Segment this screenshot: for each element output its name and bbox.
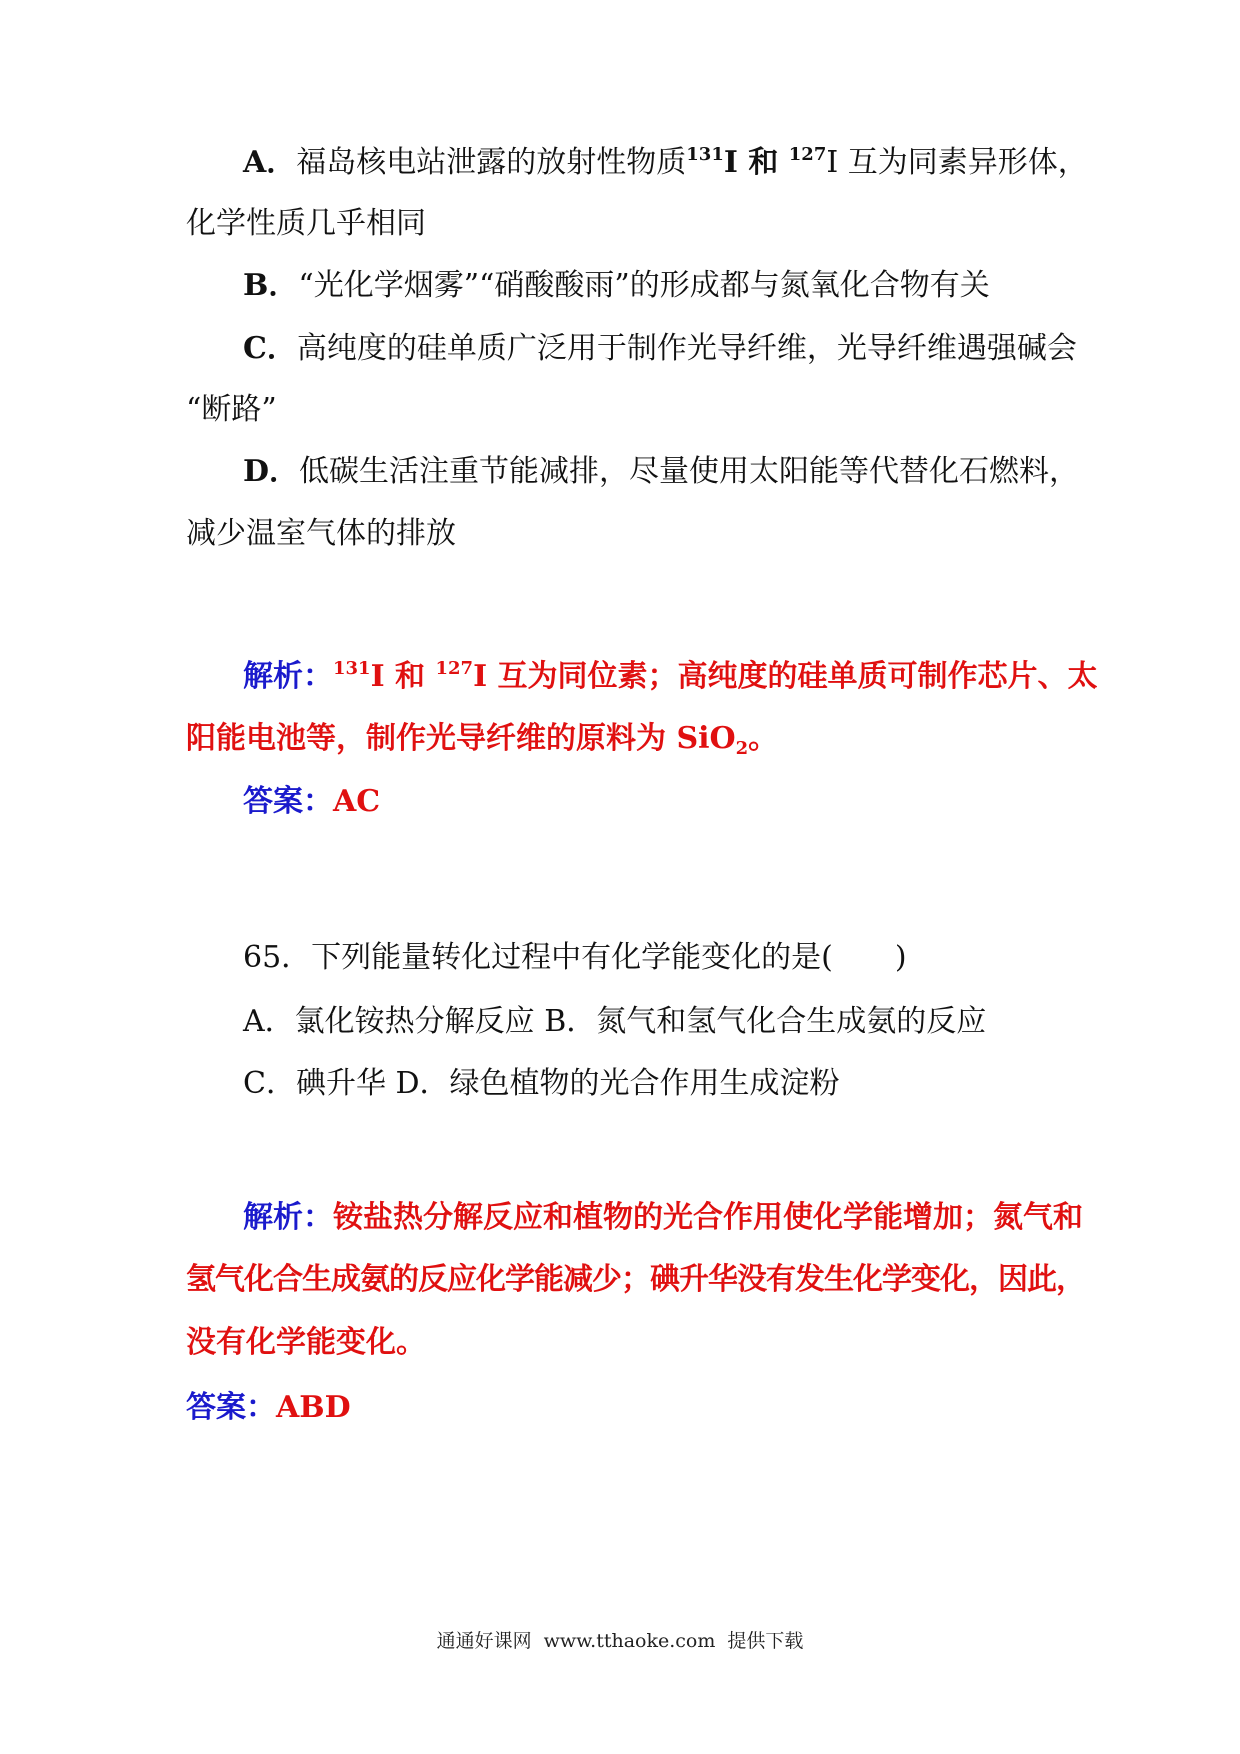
q65-answer [186, 1388, 351, 1428]
mass-number: 127 [435, 658, 474, 679]
footer [0, 1627, 1240, 1655]
footer-site-name: 通通好课网 [436, 1630, 532, 1652]
option-label: A． [243, 145, 297, 180]
option-text: I 和 [723, 145, 789, 180]
question-stem-close: ) [894, 940, 907, 975]
question-stem: 65．下列能量转化过程中有化学能变化的是( [243, 940, 833, 975]
q64-analysis-line2 [186, 719, 778, 759]
q64-option-d-line1 [243, 452, 1079, 492]
answer-label: 答案： [186, 1390, 276, 1425]
mass-number: 131 [686, 144, 724, 165]
q65-options-line2: C．碘升华 D．绿色植物的光合作用生成淀粉 [243, 1066, 840, 1101]
analysis-text: I 和 [370, 659, 436, 694]
q64-option-a-line2: 化学性质几乎相同 [186, 206, 426, 241]
q65-options-line1: A．氯化铵热分解反应 B．氮气和氢气化合生成氨的反应 [243, 1004, 987, 1039]
mass-number: 131 [333, 658, 371, 679]
q64-option-b [243, 266, 990, 306]
answer-label: 答案： [243, 784, 333, 819]
q65-analysis-line2: 氢气化合生成氨的反应化学能减少；碘升华没有发生化学变化，因此， [186, 1262, 1085, 1297]
subscript: 2 [735, 738, 749, 759]
q65-analysis-line3: 没有化学能变化。 [186, 1325, 426, 1360]
mass-number: 127 [788, 144, 827, 165]
analysis-text: 铵盐热分解反应和植物的光合作用使化学能增加；氮气和 [333, 1200, 1083, 1235]
q64-option-c-line1 [243, 329, 1077, 369]
q64-answer [243, 782, 380, 822]
footer-suffix: 提供下载 [727, 1630, 804, 1652]
option-label: B． [243, 268, 299, 303]
analysis-label: 解析： [243, 1200, 333, 1235]
option-text: 福岛核电站泄露的放射性物质 [296, 145, 687, 180]
analysis-text: 。 [748, 721, 779, 756]
option-text: 高纯度的硅单质广泛用于制作光导纤维，光导纤维遇强碱会 [296, 331, 1077, 366]
q64-option-a-line1 [243, 143, 1088, 183]
option-text: “光化学烟雾”“硝酸酸雨”的形成都与氮氧化合物有关 [298, 268, 990, 303]
q64-option-d-line2: 减少温室气体的排放 [186, 516, 456, 551]
answer-value: ABD [276, 1390, 351, 1425]
q65-stem [243, 938, 907, 978]
option-label: D． [243, 454, 300, 489]
option-text: I 互为同素异形体， [826, 145, 1088, 180]
analysis-text: I 互为同位素；高纯度的硅单质可制作芯片、太 [473, 659, 1098, 694]
option-text: 低碳生活注重节能减排，尽量使用太阳能等代替化石燃料， [299, 454, 1080, 489]
option-label: C． [243, 331, 297, 366]
q65-analysis-line1 [243, 1198, 1083, 1238]
q64-analysis-line1 [243, 657, 1098, 697]
answer-value: AC [333, 784, 381, 819]
analysis-text: 阳能电池等，制作光导纤维的原料为 SiO [186, 721, 736, 756]
q64-option-c-line2: “断路” [186, 392, 277, 427]
footer-url[interactable]: www.tthaoke.com [543, 1630, 716, 1652]
analysis-label: 解析： [243, 659, 333, 694]
